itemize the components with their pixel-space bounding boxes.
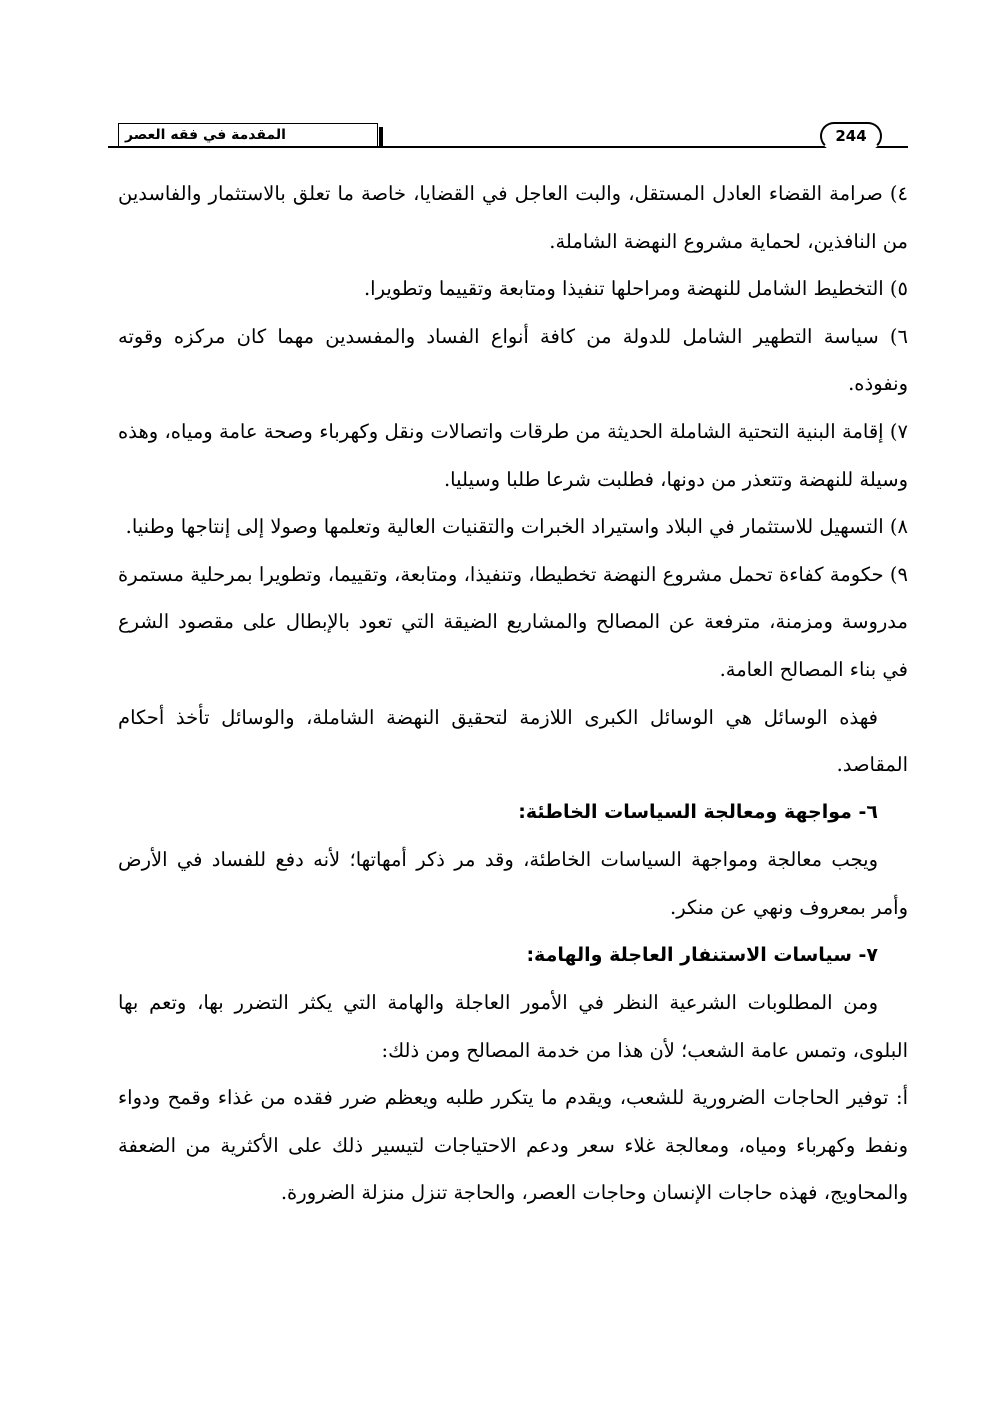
summary-paragraph: فهذه الوسائل هي الوسائل الكبرى اللازمة لتحقيق النهضة الشاملة، والوسائل تأخذ أحكام المقاصد. bbox=[118, 705, 908, 777]
book-title-box bbox=[118, 123, 378, 146]
section-6-paragraph: ويجب معالجة ومواجهة السياسات الخاطئة، وقد مر ذكر أمهاتها؛ لأنه دفع للفساد في الأرض وأمر بمعروف ونهي عن منكر. bbox=[118, 848, 908, 919]
section-heading-7: ٧- سياسات الاستنفار العاجلة والهامة: bbox=[526, 943, 878, 966]
list-item-4: ٤) صرامة القضاء العادل المستقل، والبت العاجل في القضايا، خاصة ما تعلق بالاستثمار والفاسدين من النافذين، لحماية مشروع النهضة الشاملة. bbox=[118, 182, 908, 253]
header-rule bbox=[108, 146, 908, 148]
list-item-6: ٦) سياسة التطهير الشامل للدولة من كافة أنواع الفساد والمفسدين مهما كان مركزه وقوته ونفوذه. bbox=[118, 324, 908, 396]
page-number-badge bbox=[820, 122, 882, 150]
list-item-5: ٥) التخطيط الشامل للنهضة ومراحلها تنفيذا ومتابعة وتقييما وتطويرا. bbox=[363, 277, 908, 301]
title-bar-decoration bbox=[379, 127, 383, 146]
list-item-8: ٨) التسهيل للاستثمار في البلاد واستيراد الخبرات والتقنيات العالية وتعلمها وصولا إلى إنتاجها وطنيا. bbox=[125, 515, 908, 539]
list-item-a: أ: توفير الحاجات الضرورية للشعب، ويقدم ما يتكرر طلبه ويعظم ضرر فقده من غذاء وقمح ودواء ونفط وكهرباء ومياه، ومعالجة غلاء سعر ودعم الاحتياجات لتيسير ذلك على الأكثرية من الضعفة والمحاويج، فهذه حاجات الإنسان وحاجات العصر، والحاجة تنزل منزلة الضرورة. bbox=[118, 1086, 909, 1205]
page-body bbox=[118, 170, 908, 1217]
list-item-7: ٧) إقامة البنية التحتية الشاملة الحديثة من طرقات واتصالات ونقل وكهرباء وصحة عامة ومياه، وهذه وسيلة للنهضة وتتعذر من دونها، فطلبت شرعا طلبا وسيليا. bbox=[118, 419, 908, 491]
page-header bbox=[108, 116, 908, 150]
book-title: المقدمة في فقه العصر bbox=[125, 127, 286, 143]
section-heading-6: ٦- مواجهة ومعالجة السياسات الخاطئة: bbox=[518, 800, 878, 823]
page-number: 244 bbox=[835, 127, 867, 145]
list-item-9: ٩) حكومة كفاءة تحمل مشروع النهضة تخطيطا، وتنفيذا، ومتابعة، وتقييما، وتطويرا بمرحلية مستمرة مدروسة ومزمنة، مترفعة عن المصالح والمشاريع الضيقة التي تعود بالإبطال على مقصود الشرع في بناء المصالح العامة. bbox=[118, 562, 908, 681]
section-7-paragraph: ومن المطلوبات الشرعية النظر في الأمور العاجلة والهامة التي يكثر التضرر بها، وتعم بها البلوى، وتمس عامة الشعب؛ لأن هذا من خدمة المصالح ومن ذلك: bbox=[118, 991, 908, 1062]
